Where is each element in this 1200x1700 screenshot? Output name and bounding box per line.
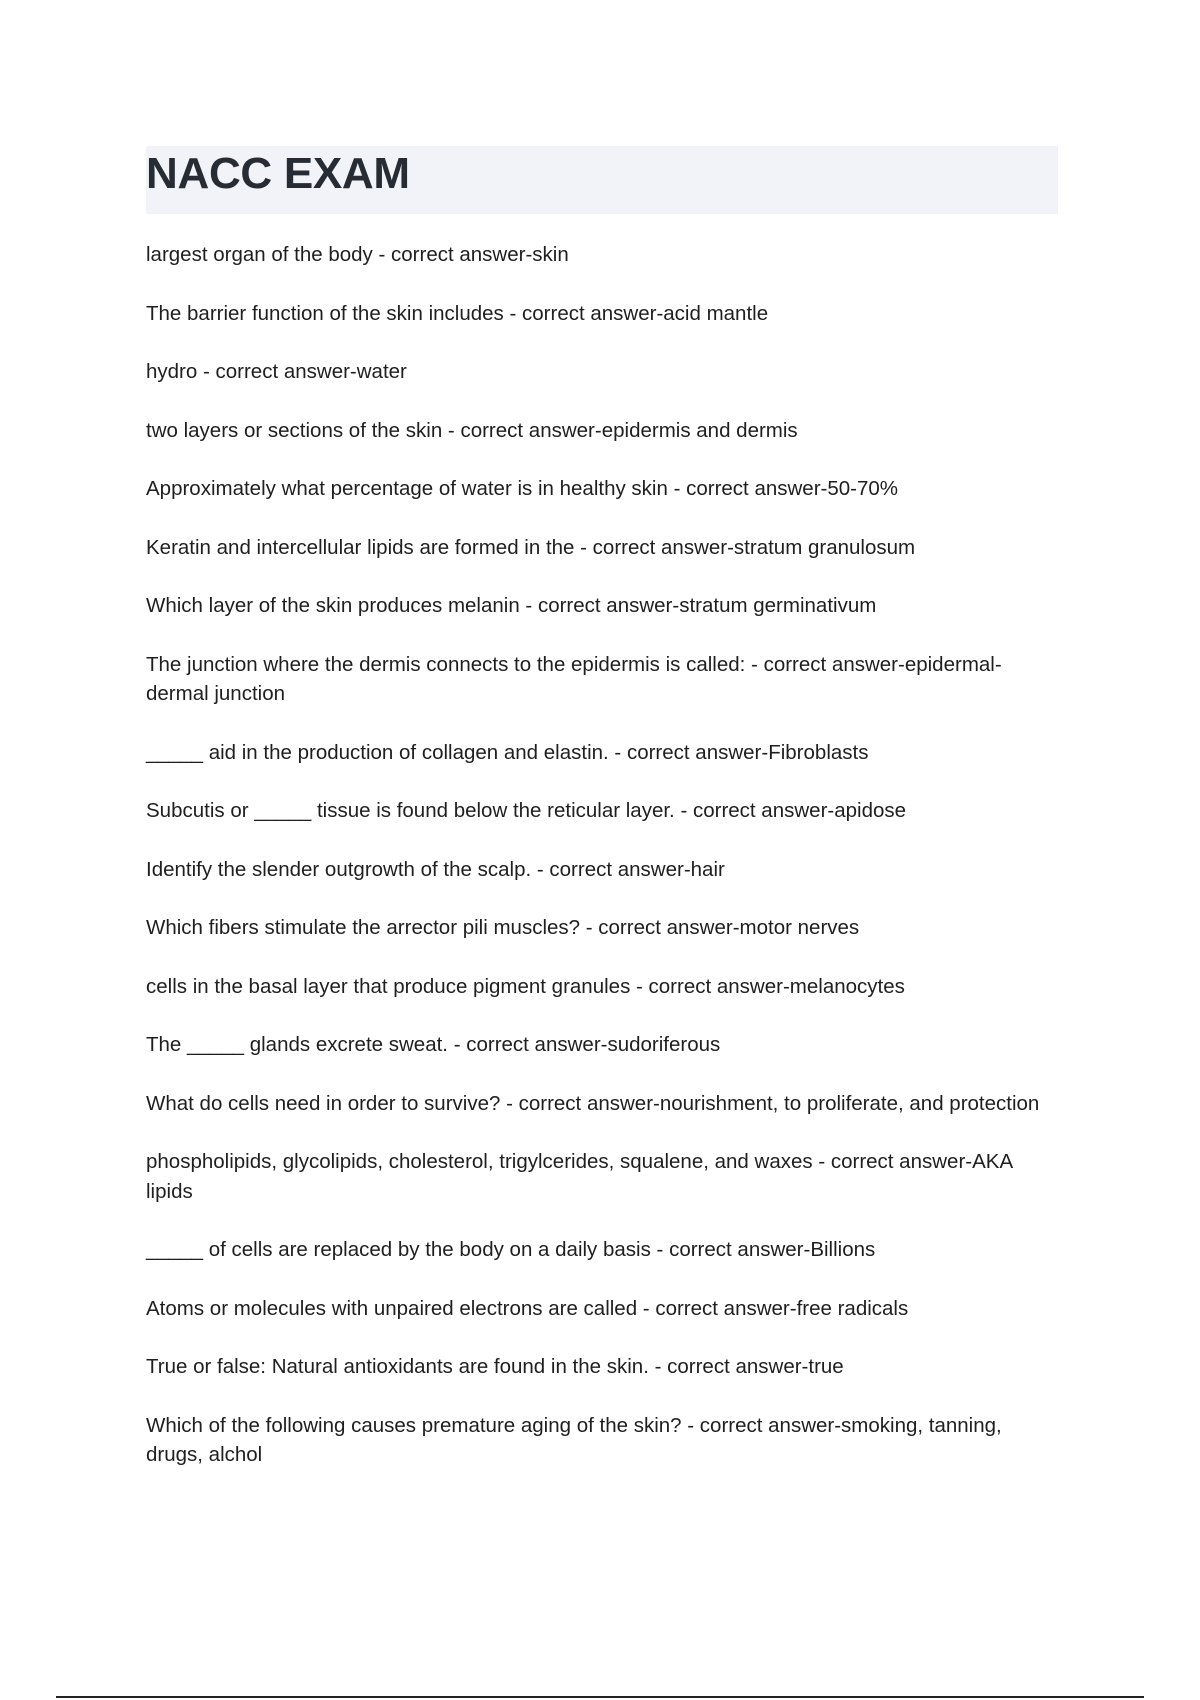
- list-item: phospholipids, glycolipids, cholesterol, trigylcerides, squalene, and waxes - correct answer-AKA lipids: [146, 1150, 1012, 1203]
- list-item: _____ aid in the production of collagen and elastin. - correct answer-Fibroblasts: [146, 740, 869, 764]
- list-item: Atoms or molecules with unpaired electrons are called - correct answer-free radicals: [146, 1296, 909, 1320]
- list-item: Which of the following causes premature aging of the skin? - correct answer-smoking, tanning, drugs, alchol: [146, 1413, 1002, 1466]
- title-bar: [146, 146, 1058, 214]
- list-item: Subcutis or _____ tissue is found below the reticular layer. - correct answer-apidose: [146, 799, 907, 822]
- list-item: True or false: Natural antioxidants are found in the skin. - correct answer-true: [146, 1355, 844, 1378]
- list-item: two layers or sections of the skin - correct answer-epidermis and dermis: [146, 418, 798, 442]
- list-item: What do cells need in order to survive? - correct answer-nourishment, to proliferate, and protection: [146, 1091, 1040, 1115]
- list-item: Keratin and intercellular lipids are formed in the - correct answer-stratum granulosum: [146, 535, 916, 559]
- list-item: The _____ glands excrete sweat. - correct answer-sudoriferous: [146, 1033, 721, 1056]
- list-item: hydro - correct answer-water: [146, 360, 407, 383]
- list-item: Identify the slender outgrowth of the scalp. - correct answer-hair: [146, 857, 725, 881]
- list-item: The barrier function of the skin includes - correct answer-acid mantle: [146, 301, 769, 325]
- footer-divider: [56, 1696, 1144, 1698]
- list-item: Which fibers stimulate the arrector pili muscles? - correct answer-motor nerves: [146, 916, 860, 939]
- list-item: _____ of cells are replaced by the body on a daily basis - correct answer-Billions: [146, 1238, 876, 1261]
- qa-list: [146, 240, 1046, 1499]
- list-item: largest organ of the body - correct answer-skin: [146, 243, 569, 266]
- list-item: The junction where the dermis connects to the epidermis is called: - correct answer-epidermal-dermal junction: [146, 652, 1002, 705]
- list-item: Which layer of the skin produces melanin - correct answer-stratum germinativum: [146, 594, 877, 617]
- list-item: cells in the basal layer that produce pigment granules - correct answer-melanocytes: [146, 974, 905, 998]
- list-item: Approximately what percentage of water is in healthy skin - correct answer-50-70%: [146, 477, 899, 500]
- page-title: NACC EXAM: [146, 149, 410, 198]
